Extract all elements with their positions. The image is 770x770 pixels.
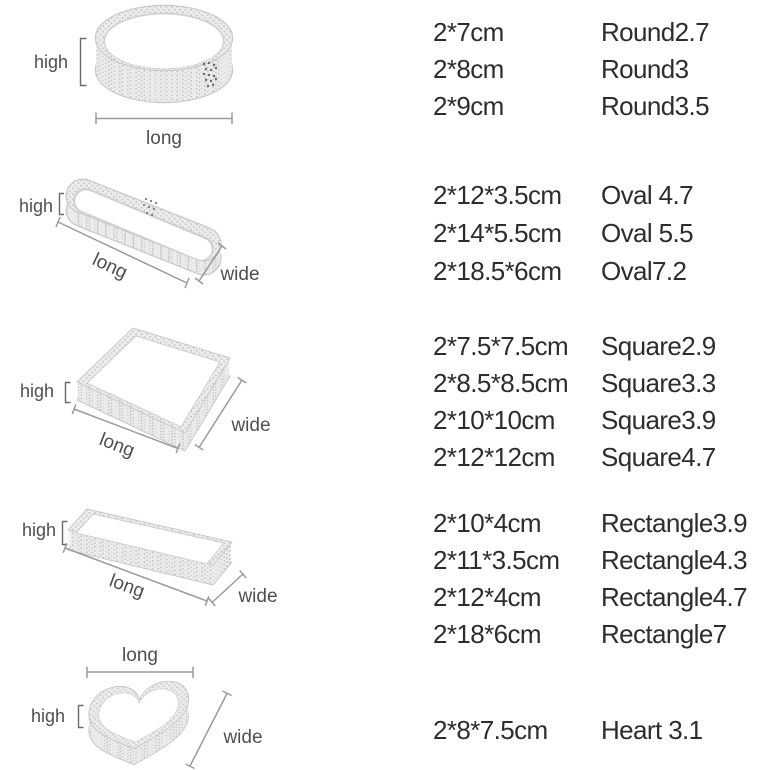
spec-row bbox=[433, 579, 770, 616]
spec-row bbox=[433, 214, 770, 252]
spec-row bbox=[433, 51, 770, 88]
size-value: 2*10*4cm bbox=[433, 508, 541, 538]
shape-name: Rectangle4.3 bbox=[601, 545, 748, 575]
high-bracket bbox=[79, 706, 84, 728]
dim-label-high: high bbox=[33, 52, 69, 72]
spec-row bbox=[433, 542, 770, 579]
size-value: 2*8*7.5cm bbox=[433, 715, 548, 745]
size-value: 2*12*3.5cm bbox=[433, 180, 562, 210]
spec-row bbox=[433, 252, 770, 290]
spec-row bbox=[433, 505, 770, 542]
shape-name: Oval7.2 bbox=[601, 256, 687, 286]
heart-ring-image bbox=[85, 679, 191, 770]
shape-name: Rectangle3.9 bbox=[601, 508, 748, 538]
spec-row bbox=[433, 712, 770, 749]
high-bracket bbox=[63, 522, 68, 545]
dim-label-wide: wide bbox=[238, 586, 278, 607]
spec-row bbox=[433, 88, 770, 125]
shape-name: Square3.3 bbox=[601, 368, 716, 398]
dim-label-wide: wide bbox=[223, 727, 263, 748]
square-spec-list bbox=[433, 328, 770, 476]
high-bracket bbox=[66, 383, 71, 403]
high-bracket bbox=[60, 194, 65, 215]
round-ring-image bbox=[95, 5, 234, 103]
size-value: 2*11*3.5cm bbox=[433, 545, 560, 575]
spec-row bbox=[433, 439, 770, 476]
square-ring-image bbox=[77, 328, 230, 451]
shape-name: Round3 bbox=[601, 54, 689, 84]
rectangle-ring-image bbox=[68, 509, 232, 585]
shape-name: Square4.7 bbox=[601, 442, 716, 472]
spec-row bbox=[433, 365, 770, 402]
dim-label-long: long bbox=[106, 570, 148, 603]
dim-label-wide: wide bbox=[220, 264, 260, 285]
high-bracket bbox=[81, 39, 87, 86]
size-value: 2*8cm bbox=[433, 54, 504, 84]
dim-label-high: high bbox=[21, 520, 57, 540]
shape-name: Heart 3.1 bbox=[601, 715, 703, 745]
size-value: 2*12*4cm bbox=[433, 582, 541, 612]
size-value: 2*7cm bbox=[433, 17, 504, 47]
shape-name: Round3.5 bbox=[601, 91, 709, 121]
dim-label-long: long bbox=[146, 128, 182, 149]
shape-name: Square3.9 bbox=[601, 405, 716, 435]
dim-label-long: long bbox=[89, 249, 131, 284]
shape-name: Oval 4.7 bbox=[601, 180, 694, 210]
long-measure-line bbox=[96, 113, 232, 125]
size-value: 2*10*10cm bbox=[433, 405, 555, 435]
long-measure-line bbox=[87, 667, 193, 679]
dim-label-long: long bbox=[122, 645, 158, 666]
dim-label-wide: wide bbox=[231, 415, 271, 436]
spec-row bbox=[433, 14, 770, 51]
shape-name: Round2.7 bbox=[601, 17, 709, 47]
heart-spec-list bbox=[433, 712, 770, 749]
shape-name: Square2.9 bbox=[601, 331, 716, 361]
dim-label-high: high bbox=[19, 381, 55, 401]
shape-name: Rectangle4.7 bbox=[601, 582, 748, 612]
size-value: 2*7.5*7.5cm bbox=[433, 331, 569, 361]
spec-row bbox=[433, 402, 770, 439]
dim-label-high: high bbox=[18, 196, 54, 216]
oval-ring-image bbox=[83, 196, 204, 258]
size-value: 2*18.5*6cm bbox=[433, 256, 562, 286]
round-spec-list bbox=[433, 14, 770, 125]
size-value: 2*12*12cm bbox=[433, 442, 555, 472]
size-value: 2*8.5*8.5cm bbox=[433, 368, 569, 398]
dim-label-high: high bbox=[30, 706, 66, 726]
shape-name: Oval 5.5 bbox=[601, 218, 694, 248]
spec-row bbox=[433, 176, 770, 214]
dim-label-long: long bbox=[96, 429, 138, 462]
shape-name: Rectangle7 bbox=[601, 619, 727, 649]
rectangle-spec-list bbox=[433, 505, 770, 653]
oval-spec-list bbox=[433, 176, 770, 290]
size-value: 2*9cm bbox=[433, 91, 504, 121]
spec-row bbox=[433, 616, 770, 653]
size-value: 2*18*6cm bbox=[433, 619, 541, 649]
spec-row bbox=[433, 328, 770, 365]
size-value: 2*14*5.5cm bbox=[433, 218, 562, 248]
